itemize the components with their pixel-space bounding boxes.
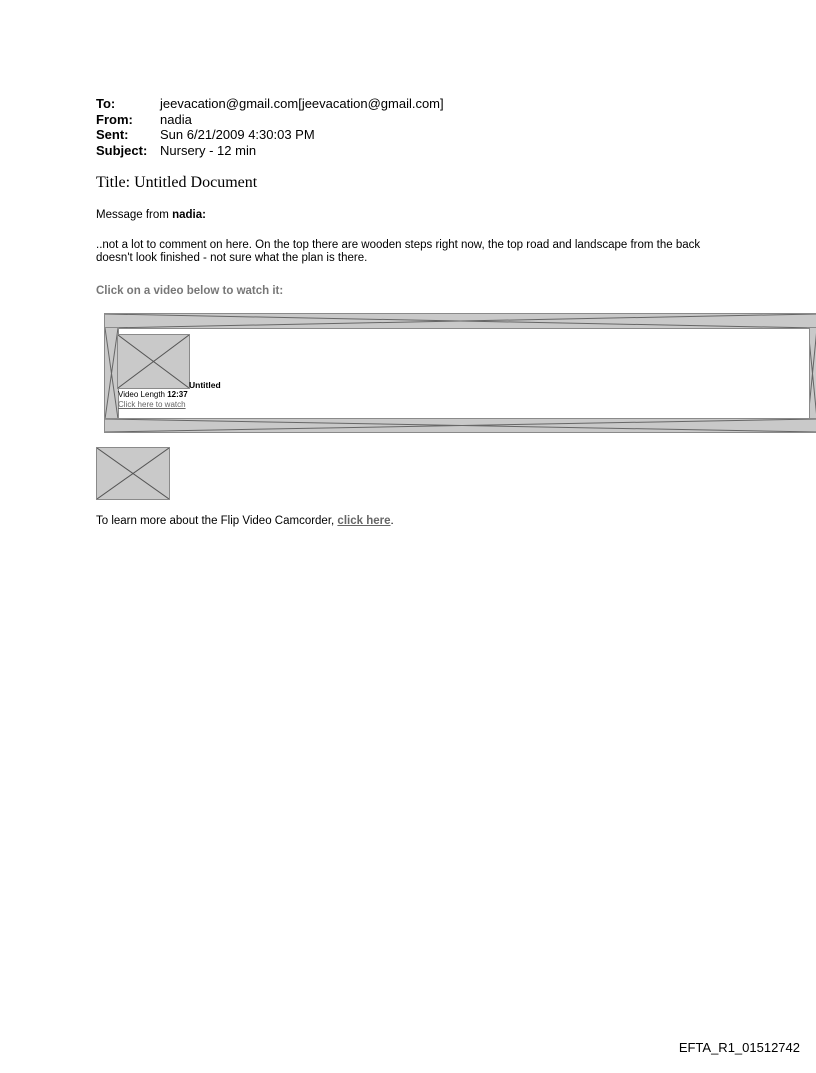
video-title: Untitled — [189, 380, 221, 390]
message-from-prefix: Message from — [96, 209, 173, 221]
video-prompt: Click on a video below to watch it: — [96, 285, 284, 297]
learn-more-link[interactable]: click here — [337, 515, 391, 527]
document-title: Title: Untitled Document — [96, 174, 258, 191]
frame-bottom-image-placeholder — [104, 418, 816, 433]
subject-row — [96, 143, 444, 159]
document-id: EFTA_R1_01512742 — [678, 1040, 800, 1055]
to-value: jeevacation@gmail.com[jeevacation@gmail.com] — [160, 96, 444, 111]
video-list-panel — [118, 328, 810, 419]
sent-row — [96, 127, 444, 143]
video-length-label: Video Length — [118, 390, 168, 399]
video-length — [118, 390, 188, 399]
frame-top-image-placeholder — [104, 313, 816, 329]
learn-more-text: To learn more about the Flip Video Camcorder, — [96, 515, 338, 527]
to-row — [96, 96, 444, 112]
from-row — [96, 112, 444, 128]
sent-value: Sun 6/21/2009 4:30:03 PM — [160, 127, 315, 142]
subject-label: Subject: — [96, 142, 148, 158]
email-header — [96, 96, 444, 158]
video-length-value: 12:37 — [167, 390, 188, 399]
watch-video-link[interactable]: Click here to watch — [118, 400, 186, 409]
sent-label: Sent: — [96, 127, 129, 142]
subject-value: Nursery - 12 min — [160, 142, 257, 158]
from-value: nadia — [160, 111, 192, 127]
video-thumbnail-image[interactable] — [117, 334, 190, 389]
learn-more-line — [96, 515, 394, 527]
camcorder-image-placeholder — [96, 447, 170, 500]
to-label: To: — [96, 96, 116, 111]
message-body: ..not a lot to comment on here. On the top there are wooden steps right now, the top road and landscape from the back doesn't look finished - not sure what the plan is there. — [96, 239, 701, 264]
message-from — [96, 209, 206, 221]
message-from-name: nadia: — [172, 209, 206, 221]
from-label: From: — [96, 111, 133, 127]
learn-more-suffix: . — [390, 515, 394, 527]
